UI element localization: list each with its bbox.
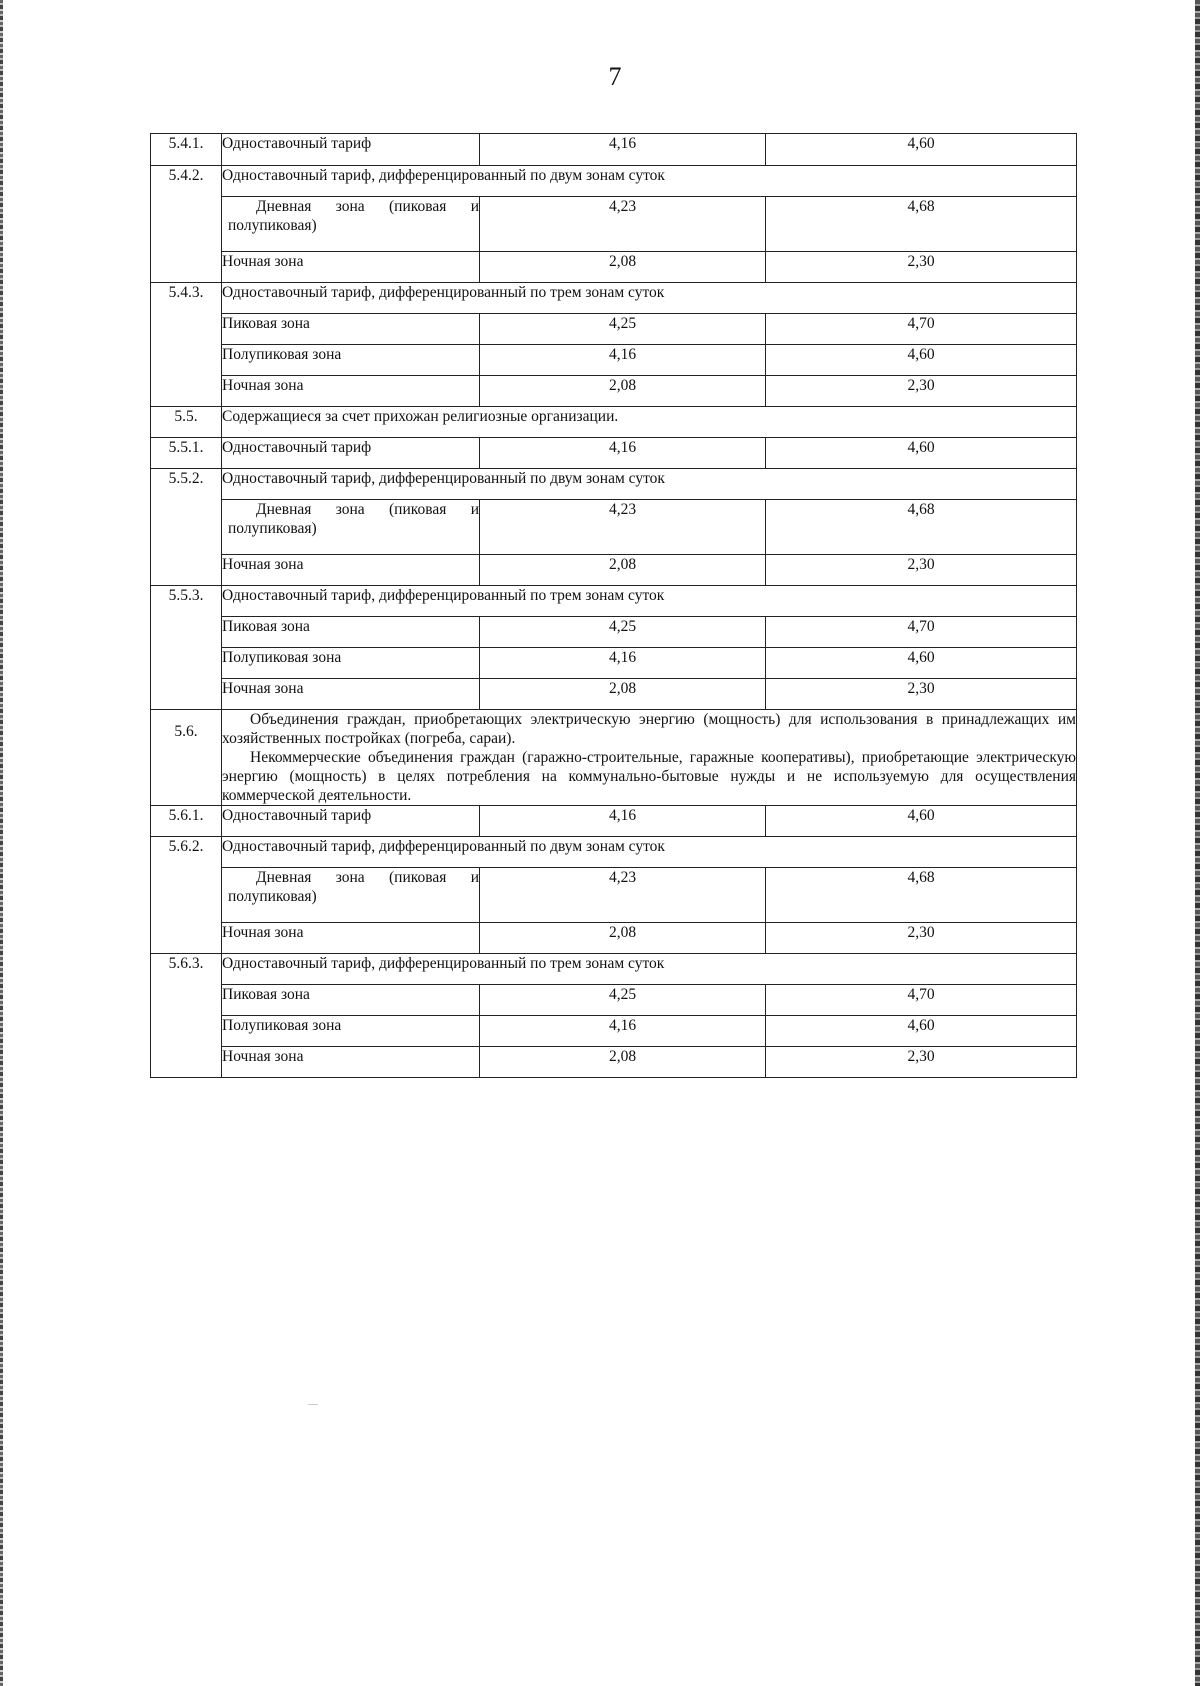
value-cell: 4,60 [766,345,1077,376]
value-cell: 4,60 [766,438,1077,469]
table-row [151,438,1077,469]
value-cell: 2,08 [480,679,766,710]
section-title: Одноставочный тариф, дифференцированный по трем зонам суток [222,954,1077,985]
row-label [222,197,480,252]
row-number: 5.5. [151,407,222,438]
value-cell: 2,30 [766,923,1077,954]
scan-edge-right [1195,0,1200,1686]
value-cell: 4,25 [480,617,766,648]
value-cell: 2,30 [766,555,1077,586]
value-cell: 4,68 [766,500,1077,555]
row-label [222,868,480,923]
paragraph: Некоммерческие объединения граждан (гаражно-строительные, гаражные кооперативы), приобретающие электрическую энергию (мощность) в целях потребления на коммунально-бытовые нужды и не используемую для осуществления коммерческой деятельности. [222,749,1076,804]
row-label-text: Дневная зона (пиковая и полупиковая) [228,869,479,905]
table-row [151,197,1077,252]
table-row [151,868,1077,923]
table-row [151,648,1077,679]
table-row [151,1047,1077,1078]
row-number: 5.5.3. [151,586,222,710]
row-label: Ночная зона [222,555,480,586]
row-number: 5.6.3. [151,954,222,1078]
table-row [151,1016,1077,1047]
row-label: Ночная зона [222,252,480,283]
row-label: Одноставочный тариф [222,438,480,469]
value-cell: 2,30 [766,1047,1077,1078]
table-row [151,985,1077,1016]
row-label: Пиковая зона [222,314,480,345]
table-row [151,555,1077,586]
section-description [222,710,1077,806]
row-label-text: Дневная зона (пиковая и полупиковая) [228,501,479,537]
table-row [151,500,1077,555]
row-label: Одноставочный тариф [222,806,480,837]
section-title: Одноставочный тариф, дифференцированный по двум зонам суток [222,837,1077,868]
table-row [151,954,1077,985]
value-cell: 4,23 [480,868,766,923]
table-row [151,252,1077,283]
value-cell: 4,23 [480,500,766,555]
row-number: 5.4.2. [151,166,222,283]
value-cell: 4,60 [766,134,1077,166]
row-label: Полупиковая зона [222,345,480,376]
value-cell: 2,08 [480,252,766,283]
row-label: Ночная зона [222,1047,480,1078]
table-row [151,923,1077,954]
scan-mark [308,1404,318,1405]
value-cell: 4,16 [480,806,766,837]
row-number: 5.6.2. [151,837,222,954]
table-row [151,679,1077,710]
row-label: Ночная зона [222,923,480,954]
value-cell: 2,08 [480,376,766,407]
value-cell: 4,68 [766,868,1077,923]
section-title: Одноставочный тариф, дифференцированный по двум зонам суток [222,166,1077,197]
scan-edge-left [0,0,3,1686]
table-row [151,314,1077,345]
row-number: 5.6.1. [151,806,222,837]
value-cell: 2,08 [480,555,766,586]
row-label: Полупиковая зона [222,648,480,679]
table-row [151,376,1077,407]
value-cell: 4,16 [480,648,766,679]
table-row [151,586,1077,617]
value-cell: 2,30 [766,376,1077,407]
table-row [151,283,1077,314]
table-row [151,166,1077,197]
value-cell: 4,16 [480,438,766,469]
table-row [151,617,1077,648]
section-title: Одноставочный тариф, дифференцированный по двум зонам суток [222,469,1077,500]
value-cell: 2,08 [480,923,766,954]
table-row [151,469,1077,500]
section-title: Одноставочный тариф, дифференцированный по трем зонам суток [222,283,1077,314]
table-row [151,407,1077,438]
row-number: 5.5.1. [151,438,222,469]
section-title: Содержащиеся за счет прихожан религиозные организации. [222,407,1077,438]
paragraph: Объединения граждан, приобретающих электрическую энергию (мощность) для использования в принадлежащих им хозяйственных постройках (погреба, сараи). [222,711,1076,747]
row-number: 5.5.2. [151,469,222,586]
row-label [222,500,480,555]
value-cell: 4,70 [766,617,1077,648]
table-row [151,806,1077,837]
section-title: Одноставочный тариф, дифференцированный по трем зонам суток [222,586,1077,617]
value-cell: 4,68 [766,197,1077,252]
value-cell: 4,60 [766,1016,1077,1047]
value-cell: 4,60 [766,806,1077,837]
value-cell: 4,23 [480,197,766,252]
value-cell: 4,25 [480,985,766,1016]
value-cell: 4,25 [480,314,766,345]
table-row [151,710,1077,806]
row-label: Пиковая зона [222,617,480,648]
value-cell: 4,16 [480,345,766,376]
row-label: Одноставочный тариф [222,134,480,166]
page-number: 7 [608,62,622,91]
value-cell: 4,70 [766,985,1077,1016]
row-label: Полупиковая зона [222,1016,480,1047]
row-number: 5.4.1. [151,134,222,166]
row-number: 5.4.3. [151,283,222,407]
table-row [151,134,1077,166]
row-label: Пиковая зона [222,985,480,1016]
value-cell: 2,08 [480,1047,766,1078]
value-cell: 4,16 [480,134,766,166]
row-number: 5.6. [151,710,222,806]
table-row [151,345,1077,376]
row-label-text: Дневная зона (пиковая и полупиковая) [228,198,479,234]
value-cell: 4,16 [480,1016,766,1047]
value-cell: 4,70 [766,314,1077,345]
value-cell: 4,60 [766,648,1077,679]
tariff-table [150,133,1077,1078]
value-cell: 2,30 [766,679,1077,710]
value-cell: 2,30 [766,252,1077,283]
row-label: Ночная зона [222,376,480,407]
row-label: Ночная зона [222,679,480,710]
table-row [151,837,1077,868]
